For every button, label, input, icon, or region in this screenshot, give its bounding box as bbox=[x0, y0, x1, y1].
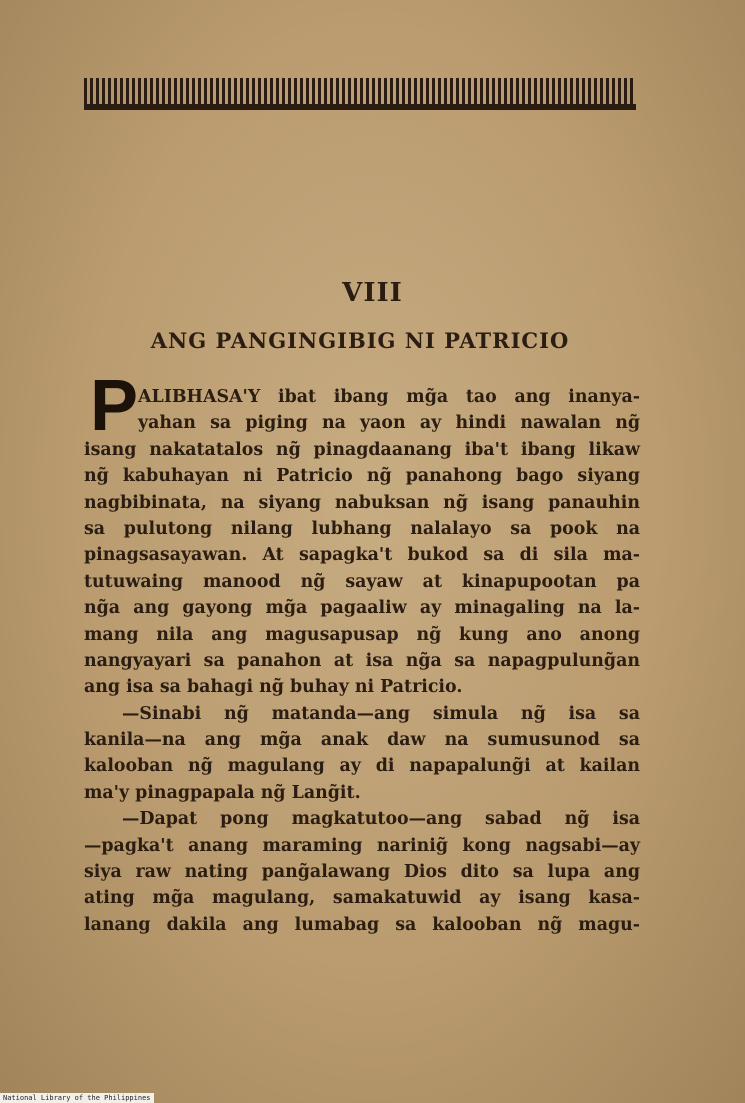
text-line: nagbibinata, na siyang nabuksan ng̃ isang panauhin bbox=[84, 492, 640, 513]
chapter-number: VIII bbox=[342, 278, 403, 308]
text-line: nangyayari sa panahon at isa ng̃a sa napagpulung̃an bbox=[84, 650, 640, 671]
footer-credit: National Library of the Philippines bbox=[0, 1093, 154, 1103]
header-ornament bbox=[84, 78, 636, 108]
header-rule bbox=[84, 108, 636, 110]
text-line: lanang dakila ang lumabag sa kalooban ng̃ magu- bbox=[84, 914, 640, 935]
text-line: siya raw nating pang̃alawang Dios dito sa lupa ang bbox=[84, 862, 640, 883]
text-line: isang nakatatalos ng̃ pinagdaanang iba't ibang likaw bbox=[84, 439, 640, 460]
text-line: —pagka't anang maraming narinig̃ kong nagsabi—ay bbox=[84, 835, 640, 856]
drop-cap: P bbox=[90, 366, 139, 446]
body-text bbox=[84, 366, 640, 938]
paragraph-3 bbox=[84, 806, 640, 938]
text-line: —Sinabi ng̃ matanda—ang simula ng̃ isa sa bbox=[122, 703, 640, 724]
text-line: —Dapat pong magkatutoo—ang sabad ng̃ isa bbox=[122, 809, 640, 830]
text-line: tutuwaing manood ng̃ sayaw at kinapupootan pa bbox=[84, 571, 640, 592]
text-line: yahan sa piging na yaon ay hindi nawalan ng̃ bbox=[138, 413, 640, 434]
text-line: ng̃ kabuhayan ni Patricio ng̃ panahong bago siyang bbox=[84, 466, 640, 487]
text-line: ALIBHASA'Y ibat ibang mg̃a tao ang inanya- bbox=[138, 387, 640, 407]
text-line: ma'y pinagpapala ng̃ Lang̃it. bbox=[84, 782, 361, 803]
text-line: pinagsasayawan. At sapagka't bukod sa di sila ma- bbox=[84, 545, 640, 566]
paragraph-1 bbox=[84, 366, 640, 701]
text-line: kalooban ng̃ magulang ay di napapalung̃i at kailan bbox=[84, 756, 640, 777]
chapter-title: ANG PANGINGIBIG NI PATRICIO bbox=[150, 328, 570, 353]
text-line: ating mg̃a magulang, samakatuwid ay isang kasa- bbox=[84, 888, 640, 909]
text-line: mang nila ang magusapusap ng̃ kung ano anong bbox=[84, 624, 640, 645]
text-line: kanila—na ang mg̃a anak daw na sumusunod sa bbox=[84, 730, 640, 751]
paragraph-2 bbox=[84, 701, 640, 807]
text-line: ang isa sa bahagi ng̃ buhay ni Patricio. bbox=[84, 677, 463, 698]
text-line: ng̃a ang gayong mg̃a pagaaliw ay minagaling na la- bbox=[84, 598, 640, 619]
text-line: sa pulutong nilang lubhang nalalayo sa pook na bbox=[84, 518, 640, 539]
